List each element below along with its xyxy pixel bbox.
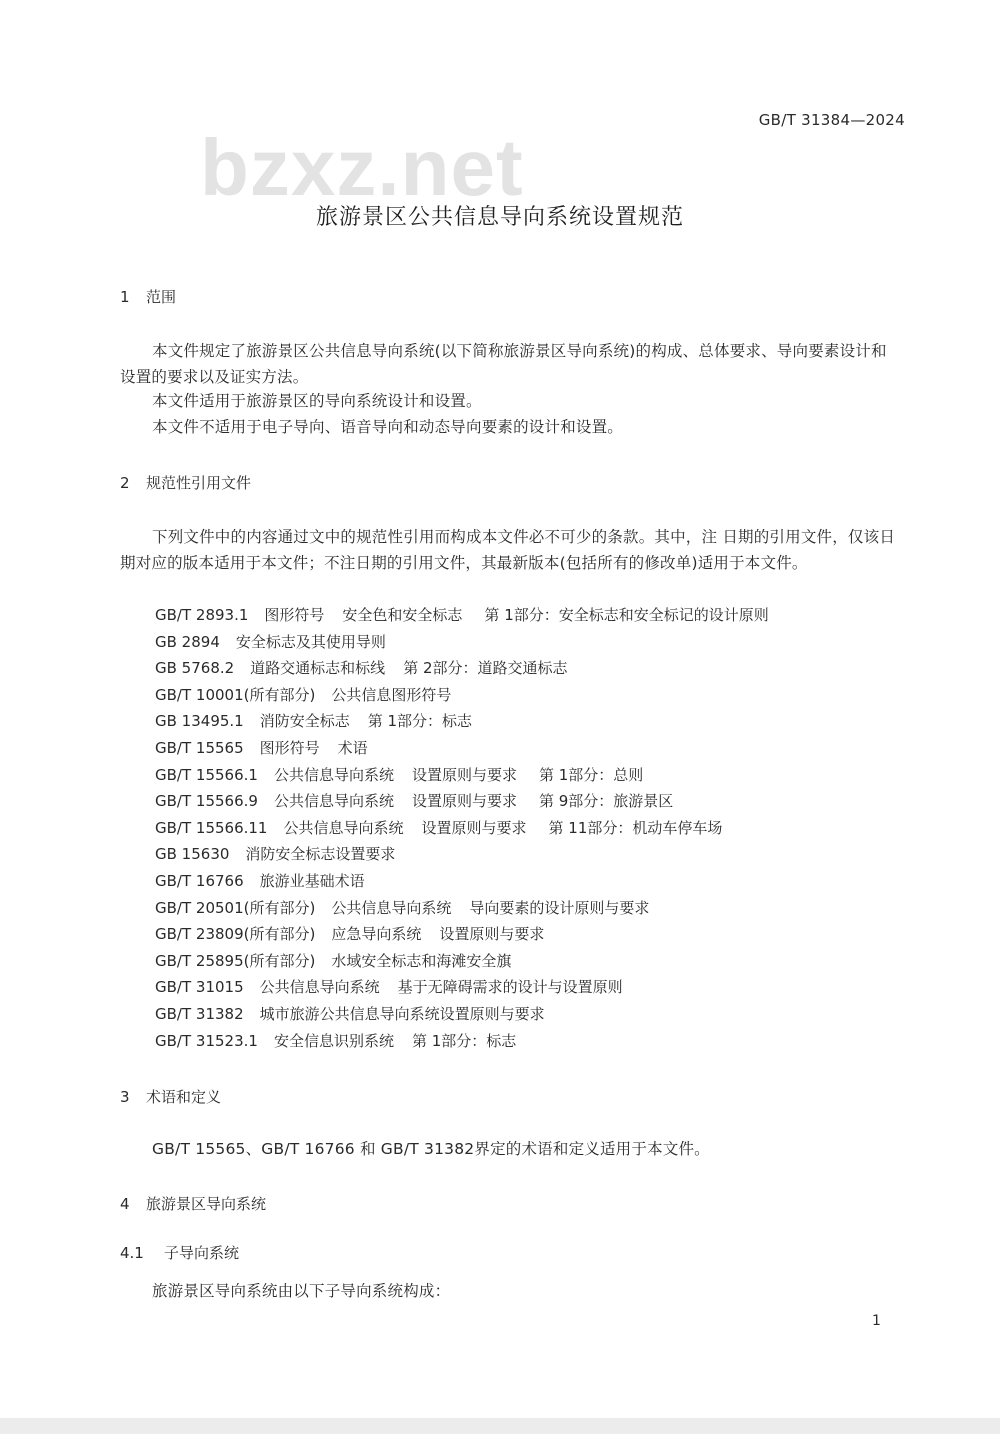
section-title: 范围 <box>146 288 177 306</box>
reference-item <box>155 841 769 868</box>
normative-references-list <box>155 602 769 1054</box>
reference-title: 公共信息导向系统 <box>283 818 404 837</box>
reference-title: 第 9部分：旅游景区 <box>538 792 674 811</box>
reference-code: GB/T 10001(所有部分) <box>155 685 316 704</box>
section-3-heading <box>120 1086 221 1107</box>
reference-item <box>155 629 769 656</box>
references-intro: 下列文件中的内容通过文中的规范性引用而构成本文件必不可少的条款。其中，注 日期的引用文件，仅该日期对应的版本适用于本文件；不注日期的引用文件，其最新版本(包括所有的修改单)适用于本文件。 <box>120 528 896 572</box>
reference-item <box>155 708 769 735</box>
reference-title: 安全信息识别系统 <box>273 1031 394 1050</box>
reference-code: GB/T 2893.1 <box>155 606 249 624</box>
terms-paragraph: GB/T 15565、GB/T 16766 和 GB/T 31382界定的术语和定义适用于本文件。 <box>152 1140 710 1158</box>
scope-paragraph-3: 本文件不适用于电子导向、语音导向和动态导向要素的设计和设置。 <box>152 418 624 436</box>
reference-title: 第 1部分：总则 <box>538 765 644 784</box>
reference-item <box>155 655 769 682</box>
reference-code: GB/T 20501(所有部分) <box>155 898 316 917</box>
reference-code: GB/T 15566.11 <box>155 818 268 837</box>
reference-title: 公共信息导向系统 <box>273 792 394 811</box>
section-title: 子导向系统 <box>164 1244 240 1262</box>
reference-title: 道路交通标志和标线 <box>250 659 386 678</box>
reference-title: 图形符号 <box>259 738 320 757</box>
reference-title: 应急导向系统 <box>331 925 422 944</box>
reference-item <box>155 868 769 895</box>
reference-code: GB/T 16766 <box>155 871 244 890</box>
reference-item <box>155 921 769 948</box>
reference-title: 公共信息导向系统 <box>331 898 452 917</box>
reference-item <box>155 895 769 922</box>
reference-title: 安全标志及其使用导则 <box>235 632 386 651</box>
watermark: bzxz.net <box>200 123 524 212</box>
reference-code: GB/T 25895(所有部分) <box>155 951 316 970</box>
reference-title: 安全色和安全标志 <box>342 606 463 624</box>
reference-title: 导向要素的设计原则与要求 <box>469 898 650 917</box>
reference-title: 第 1部分：标志 <box>367 712 473 731</box>
section-number: 4 <box>120 1195 130 1213</box>
reference-code: GB 15630 <box>155 845 230 864</box>
reference-code: GB 5768.2 <box>155 659 235 678</box>
reference-code: GB/T 15565 <box>155 738 244 757</box>
section-title: 旅游景区导向系统 <box>146 1195 267 1213</box>
page-number: 1 <box>872 1313 881 1329</box>
section-number: 1 <box>120 288 130 306</box>
viewer-bottom-strip <box>0 1418 1000 1434</box>
document-title: 旅游景区公共信息导向系统设置规范 <box>315 205 684 230</box>
scope-paragraph-2: 本文件适用于旅游景区的导向系统设计和设置。 <box>152 392 482 410</box>
reference-title: 第 1部分：标志 <box>411 1031 517 1050</box>
reference-code: GB/T 31523.1 <box>155 1031 258 1050</box>
reference-code: GB/T 31015 <box>155 978 244 997</box>
scope-paragraph-1: 本文件规定了旅游景区公共信息导向系统(以下简称旅游景区导向系统)的构成、总体要求、导向要素设计和设置的要求以及证实方法。 <box>120 342 887 386</box>
reference-title: 消防安全标志 <box>259 712 350 731</box>
reference-item <box>155 682 769 709</box>
reference-title: 第 2部分：道路交通标志 <box>403 659 568 678</box>
section-1-heading <box>120 286 176 307</box>
reference-title: 设置原则与要求 <box>411 765 517 784</box>
reference-title: 设置原则与要求 <box>439 925 545 944</box>
section-2-heading <box>120 472 251 493</box>
reference-title: 消防安全标志设置要求 <box>245 845 396 864</box>
section-number: 2 <box>120 474 130 492</box>
subsystem-paragraph: 旅游景区导向系统由以下子导向系统构成： <box>152 1282 451 1300</box>
section-4-1-heading <box>120 1242 239 1263</box>
reference-code: GB/T 15566.1 <box>155 765 258 784</box>
reference-title: 设置原则与要求 <box>411 792 517 811</box>
reference-title: 设置原则与要求 <box>421 818 527 837</box>
reference-item <box>155 1001 769 1028</box>
reference-item <box>155 762 769 789</box>
reference-title: 公共信息导向系统 <box>273 765 394 784</box>
reference-title: 公共信息导向系统 <box>259 978 380 997</box>
reference-item <box>155 602 769 629</box>
reference-item <box>155 735 769 762</box>
reference-title: 基于无障碍需求的设计与设置原则 <box>397 978 623 997</box>
reference-title: 城市旅游公共信息导向系统设置原则与要求 <box>259 1004 545 1023</box>
section-number: 3 <box>120 1088 130 1106</box>
reference-title: 图形符号 <box>264 606 325 624</box>
document-code: GB/T 31384—2024 <box>758 111 905 129</box>
section-title: 规范性引用文件 <box>146 474 252 492</box>
reference-item <box>155 815 769 842</box>
reference-item <box>155 948 769 975</box>
reference-item <box>155 974 769 1001</box>
reference-title: 公共信息图形符号 <box>331 685 452 704</box>
section-4-heading <box>120 1193 266 1214</box>
reference-title: 第 11部分：机动车停车场 <box>548 818 723 837</box>
reference-code: GB/T 31382 <box>155 1004 244 1023</box>
section-number: 4.1 <box>120 1244 144 1262</box>
reference-title: 术语 <box>337 738 368 757</box>
reference-code: GB/T 15566.9 <box>155 792 258 811</box>
reference-title: 水域安全标志和海滩安全旗 <box>331 951 512 970</box>
reference-title: 第 1部分：安全标志和安全标记的设计原则 <box>484 606 769 624</box>
reference-code: GB 2894 <box>155 632 220 651</box>
reference-item <box>155 788 769 815</box>
reference-code: GB/T 23809(所有部分) <box>155 925 316 944</box>
reference-code: GB 13495.1 <box>155 712 244 731</box>
reference-title: 旅游业基础术语 <box>259 871 365 890</box>
reference-item <box>155 1028 769 1055</box>
section-title: 术语和定义 <box>146 1088 222 1106</box>
